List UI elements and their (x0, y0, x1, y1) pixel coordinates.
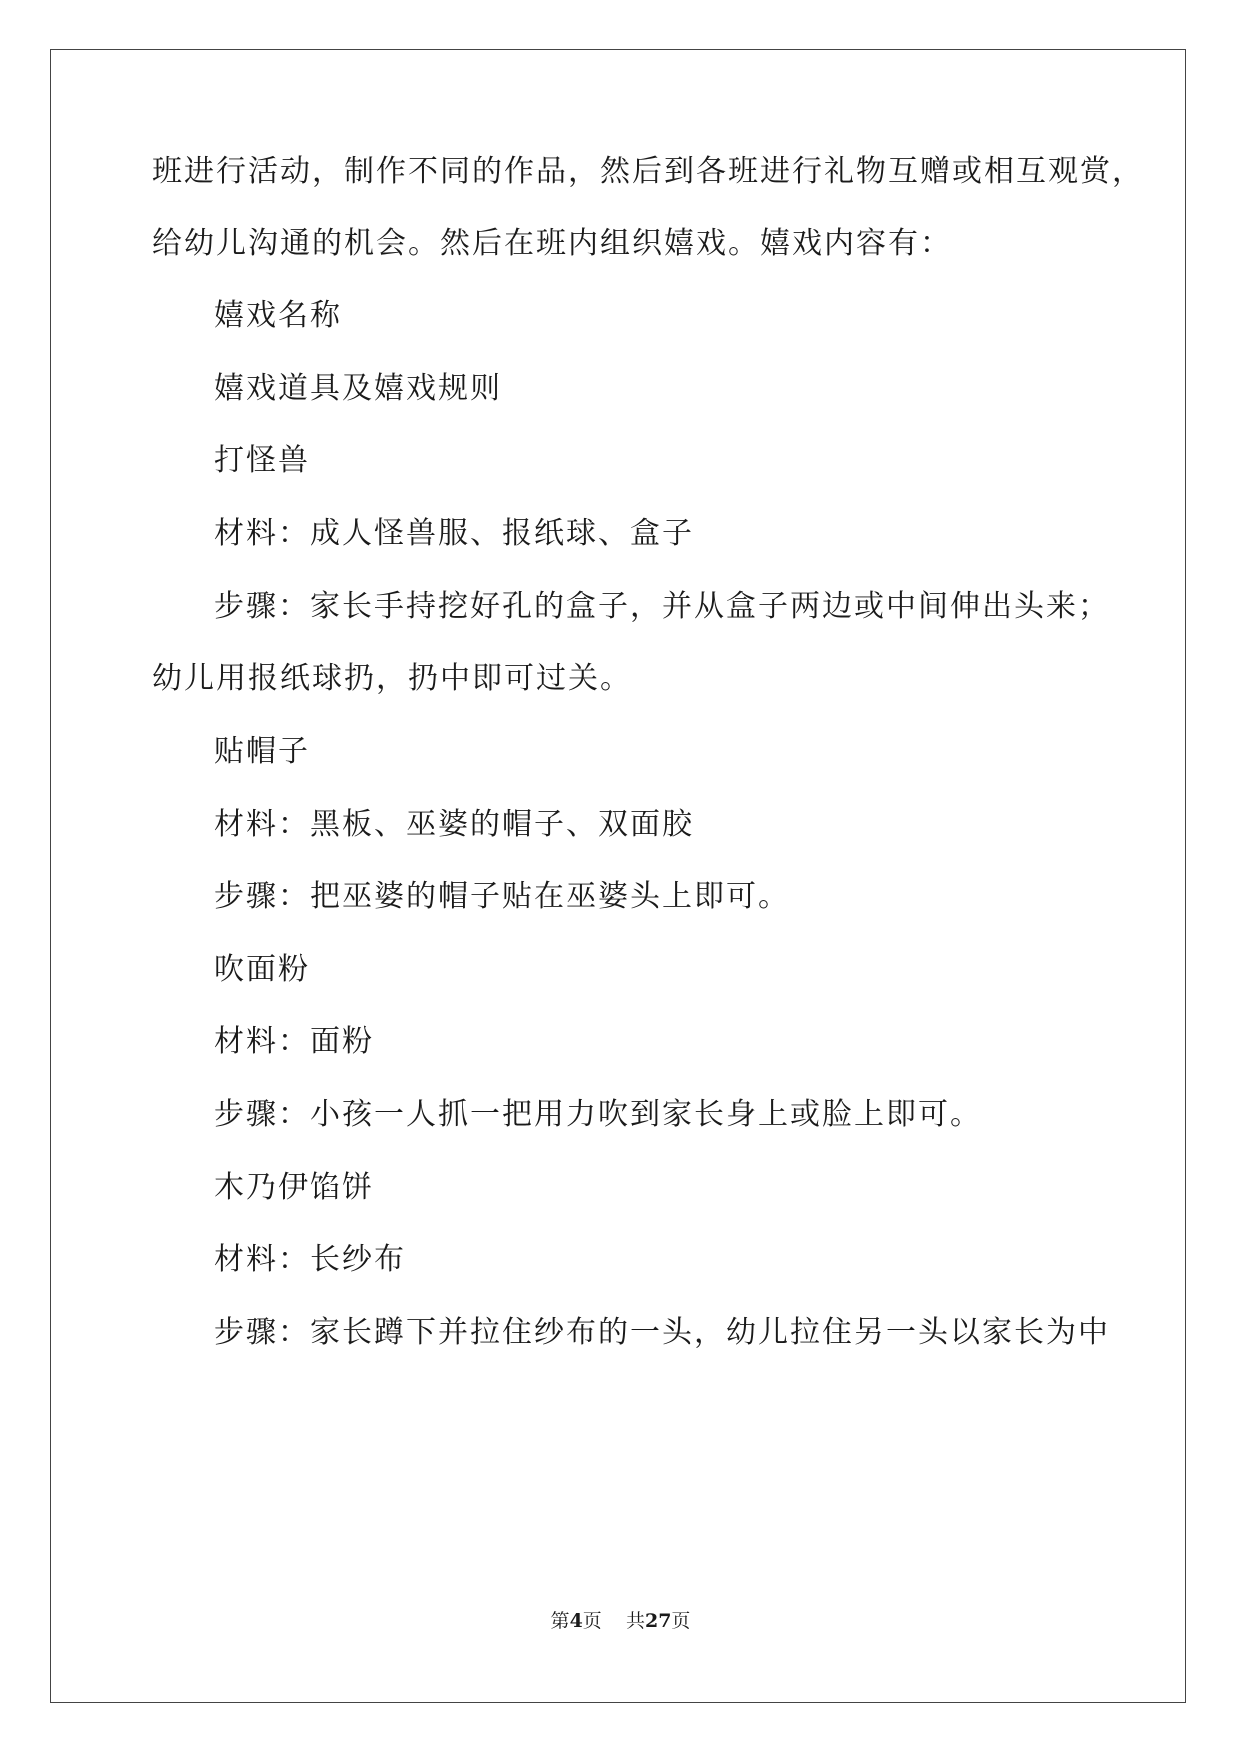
footer-middle: 页 共 (582, 1610, 645, 1632)
game-title: 贴帽子 (214, 734, 310, 769)
game-title: 吹面粉 (214, 952, 310, 987)
steps-line: 步骤：把巫婆的帽子贴在巫婆头上即可。 (214, 879, 790, 914)
section-heading: 嬉戏名称 (214, 298, 342, 333)
current-page-number: 4 (569, 1610, 583, 1632)
page-footer (0, 1609, 1241, 1633)
section-heading: 嬉戏道具及嬉戏规则 (214, 371, 502, 406)
materials-line: 材料：成人怪兽服、报纸球、盒子 (214, 516, 694, 551)
materials-line: 材料：黑板、巫婆的帽子、双面胶 (214, 807, 694, 842)
materials-line: 材料：面粉 (214, 1024, 374, 1059)
steps-line-continued: 幼儿用报纸球扔，扔中即可过关。 (152, 661, 632, 696)
steps-line: 步骤：小孩一人抓一把用力吹到家长身上或脸上即可。 (214, 1097, 982, 1132)
steps-line: 步骤：家长蹲下并拉住纱布的一头，幼儿拉住另一头以家长为中 (214, 1315, 1110, 1350)
total-pages-number: 27 (644, 1610, 672, 1632)
steps-line: 步骤：家长手持挖好孔的盒子，并从盒子两边或中间伸出头来； (214, 589, 1110, 624)
paragraph-line: 给幼儿沟通的机会。然后在班内组织嬉戏。嬉戏内容有： (152, 226, 952, 261)
materials-line: 材料：长纱布 (214, 1242, 406, 1277)
game-title: 木乃伊馅饼 (214, 1170, 374, 1205)
footer-prefix: 第 (550, 1610, 570, 1632)
paragraph-line: 班进行活动，制作不同的作品，然后到各班进行礼物互赠或相互观赏， (152, 154, 1144, 189)
footer-suffix: 页 (671, 1610, 691, 1632)
game-title: 打怪兽 (214, 443, 310, 478)
